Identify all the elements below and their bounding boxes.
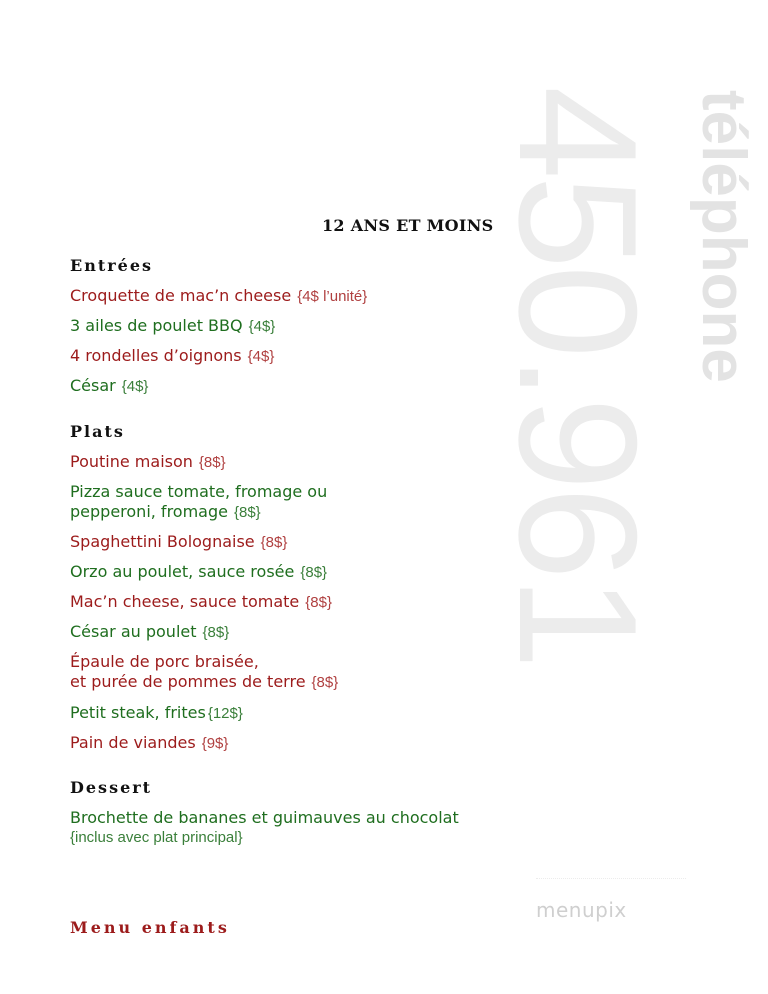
menu-item	[70, 482, 327, 523]
menu-item	[70, 562, 327, 583]
item-price: {8$}	[233, 504, 261, 521]
item-name: Poutine maison	[70, 452, 193, 471]
menu-item	[70, 592, 332, 613]
menu-item	[70, 532, 287, 553]
item-name-line1: Épaule de porc braisée,	[70, 652, 259, 671]
item-name: Orzo au poulet, sauce rosée	[70, 562, 295, 581]
menu-item	[70, 376, 148, 397]
item-price: {12$}	[207, 705, 243, 722]
item-name: 4 rondelles d’oignons	[70, 346, 242, 365]
item-name: 3 ailes de poulet BBQ	[70, 316, 243, 335]
logo-tagline	[536, 878, 686, 887]
phone-watermark-text: 450.961	[484, 86, 672, 666]
menu-item	[70, 346, 274, 367]
age-title: 12 ANS ET MOINS	[322, 216, 494, 235]
item-name-line1: Pizza sauce tomate, fromage ou	[70, 482, 328, 501]
section-heading-entrees: Entrées	[70, 256, 154, 275]
item-name: Spaghettini Bolognaise	[70, 532, 255, 551]
telephone-watermark-text: téléphone	[689, 90, 758, 383]
menu-item	[70, 452, 226, 473]
item-name: Pain de viandes	[70, 733, 196, 752]
menupix-logo: menupix	[536, 898, 627, 922]
item-price: {8$}	[202, 624, 230, 641]
item-name: Petit steak, frites	[70, 703, 206, 722]
item-name-line2: pepperoni, fromage	[70, 502, 228, 521]
item-price: {8$}	[311, 674, 339, 691]
menu-item	[70, 733, 228, 754]
item-note: {inclus avec plat principal}	[70, 829, 243, 846]
item-price: {4$}	[247, 348, 275, 365]
item-name: Brochette de bananes et guimauves au chocolat	[70, 808, 459, 827]
menu-item	[70, 808, 459, 848]
telephone-watermark	[688, 90, 758, 490]
menu-item	[70, 286, 367, 307]
menu-item	[70, 703, 243, 724]
menu-item	[70, 316, 275, 337]
item-price: {8$}	[260, 534, 288, 551]
item-price: {4$}	[121, 378, 149, 395]
item-price: {4$ l’unité}	[297, 288, 368, 305]
item-price: {8$}	[305, 594, 332, 611]
menu-footer-title: Menu enfants	[70, 918, 230, 937]
item-name-line2: et purée de pommes de terre	[70, 672, 306, 691]
item-price: {9$}	[201, 735, 229, 752]
section-heading-plats: Plats	[70, 422, 125, 441]
item-name: Mac’n cheese, sauce tomate	[70, 592, 300, 611]
item-price: {8$}	[300, 564, 328, 581]
item-name: César	[70, 376, 116, 395]
item-price: {8$}	[198, 454, 226, 471]
item-name: César au poulet	[70, 622, 197, 641]
phone-watermark	[478, 86, 678, 866]
item-name: Croquette de mac’n cheese	[70, 286, 292, 305]
section-heading-dessert: Dessert	[70, 778, 153, 797]
menu-item	[70, 622, 229, 643]
menu-item	[70, 652, 338, 693]
item-price: {4$}	[248, 318, 276, 335]
